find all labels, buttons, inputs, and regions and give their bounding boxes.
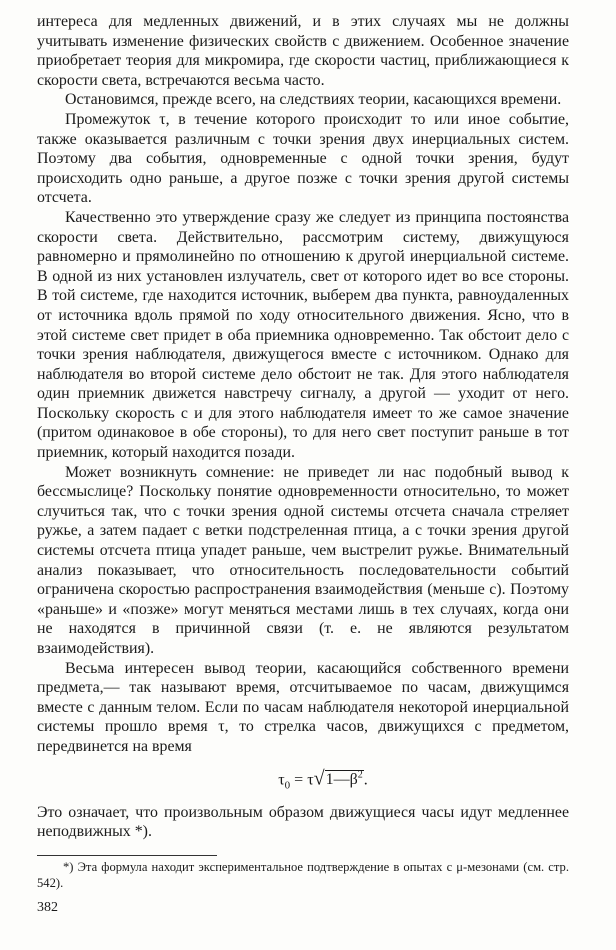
formula-lhs-sub: 0 <box>284 779 291 792</box>
formula-radicand: $1—\beta^2$ <box>325 769 363 788</box>
main-text <box>37 12 569 842</box>
paragraph-6: Весьма интересен вывод теории, касающийся собственного времени предмета,— так называют время, отсчитываемое по часам, движущимся вместе с данным телом. Если по часам наблюдателя некоторой инерциальной системы прошло время τ, то стрелка часов, движущихся с предметом, передвинется на время <box>37 659 569 755</box>
paragraph-4: Качественно это утверждение сразу же следует из принципа постоянства скорости света. Действительно, рассмотрим систему, движущуюся равномерно и прямолинейно по отношению к другой инерциальной системе. В одной из них установлен излучатель, свет от которого идет во все стороны. В той системе, где находится источник, выберем два пункта, равноудаленных от источника вдоль прямой по ходу относительного движения. Ясно, что в этой системе свет придет в оба приемника одновременно. Так обстоит дело с точки зрения наблюдателя, движущегося вместе с источником. Однако для наблюдателя во второй системе дело обстоит не так. Для этого наблюдателя один приемник движется навстречу сигналу, а другой — уходит от него. Поскольку скорость c и для этого наблюдателя имеет то же самое значение (притом одинаковое в обе стороны), то для него свет поступит раньше в тот приемник, который находится позади. <box>37 208 569 462</box>
paragraph-2: Остановимся, прежде всего, на следствиях теории, касающихся времени. <box>65 91 562 109</box>
footnote-divider <box>37 855 217 856</box>
sqrt-sign: √ <box>313 766 325 789</box>
proper-time-formula <box>77 757 569 803</box>
page-number: 382 <box>37 900 58 915</box>
footnote: *) Эта формула находит экспериментальное подтверждение в опытах с μ-мезонами (см. стр. 542). <box>37 860 569 890</box>
paragraph-3: Промежуток τ, в течение которого происходит то или иное событие, также оказывается различным с точки зрения двух инерциальных систем. Поэтому два события, одновременные с одной точки зрения, будут происходить одно раньше, а другое позже с точки зрения другой системы отсчета. <box>37 110 569 207</box>
closing-paragraph: Это означает, что произвольным образом движущиеся часы идут медленнее неподвижных *). <box>37 803 569 841</box>
formula-end: . <box>363 770 368 788</box>
paragraph-5: Может возникнуть сомнение: не приведет ли нас подобный вывод к бессмыслице? Поскольку понятие одновременности относительно, то может случиться так, что с точки зрения одной системы отсчета сначала стреляет ружье, а затем падает с ветки подстреленная птица, а с точки зрения другой системы отсчета птица упадет раньше, чем выстрелит ружье. Внимательный анализ показывает, что относительность последовательности событий ограничена скоростью распространения взаимодействия (меньше c). Поэтому «раньше» и «позже» могут меняться местами лишь в тех случаях, когда они не находятся в причинной связи (т. е. не являются результатом взаимодействия). <box>37 463 569 657</box>
formula-lhs: τ <box>278 770 285 788</box>
formula-eq: = τ <box>290 770 314 788</box>
paragraph-1: интереса для медленных движений, и в этих случаях мы не должны учитывать изменение физических свойств с движением. Особенное значение приобретает теория для микромира, где скорости частиц, приближающиеся к скорости света, встречаются весьма часто. <box>37 13 569 89</box>
